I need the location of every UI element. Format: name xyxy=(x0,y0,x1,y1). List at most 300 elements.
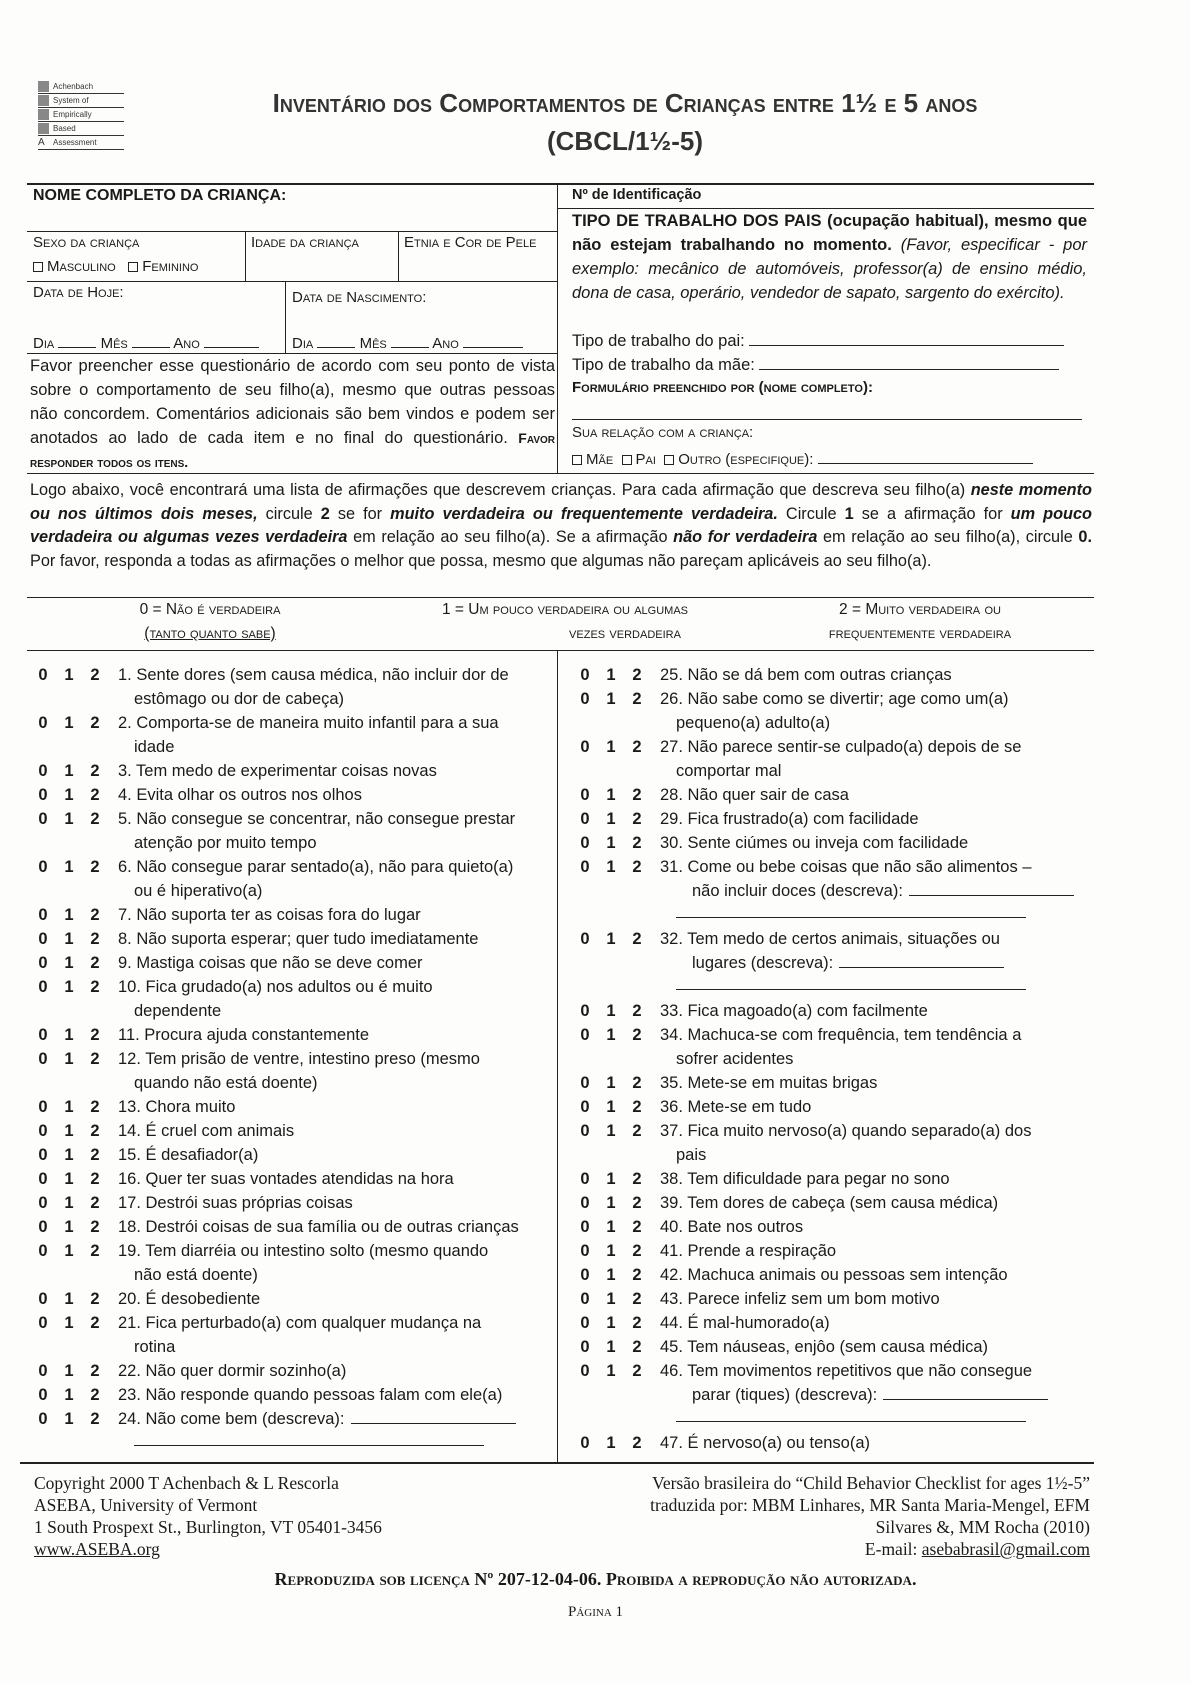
list-item xyxy=(30,1119,545,1143)
describe-input-line[interactable] xyxy=(676,1407,1026,1422)
option-2[interactable]: 2 xyxy=(90,1122,100,1140)
option-0[interactable]: 0 xyxy=(580,1242,590,1260)
option-1[interactable]: 1 xyxy=(606,810,616,828)
scale-0 xyxy=(90,598,330,646)
relation-options xyxy=(572,449,1033,468)
option-1[interactable]: 1 xyxy=(606,1002,616,1020)
response-options xyxy=(30,1191,118,1215)
response-options xyxy=(30,783,118,807)
option-1[interactable]: 1 xyxy=(64,1122,74,1140)
option-1[interactable]: 1 xyxy=(606,1026,616,1044)
option-1[interactable]: 1 xyxy=(606,1098,616,1116)
option-0[interactable]: 0 xyxy=(38,1218,48,1236)
item-text: 1. Sente dores (sem causa médica, não incluir dor de xyxy=(118,666,509,684)
list-item xyxy=(572,1287,1092,1311)
option-0[interactable]: 0 xyxy=(580,930,590,948)
list-item xyxy=(572,783,1092,807)
option-1[interactable]: 1 xyxy=(606,1266,616,1284)
item-line xyxy=(572,831,1092,855)
option-2[interactable]: 2 xyxy=(632,930,642,948)
item-text: 22. Não quer dormir sozinho(a) xyxy=(118,1362,347,1380)
option-2[interactable]: 2 xyxy=(90,714,100,732)
item-line xyxy=(30,759,545,783)
option-1[interactable]: 1 xyxy=(64,1098,74,1116)
item-text-continued: ou é hiperativo(a) xyxy=(134,882,263,900)
item-line xyxy=(572,1143,1092,1167)
aseba-link[interactable]: www.ASEBA.org xyxy=(34,1539,160,1559)
option-2[interactable]: 2 xyxy=(632,1362,642,1380)
option-1[interactable]: 1 xyxy=(606,690,616,708)
spacer xyxy=(572,1047,660,1071)
column-divider xyxy=(557,650,558,1462)
option-0[interactable]: 0 xyxy=(580,1026,590,1044)
option-2[interactable]: 2 xyxy=(90,1098,100,1116)
list-item xyxy=(30,903,545,927)
option-0[interactable]: 0 xyxy=(38,1146,48,1164)
option-0[interactable]: 0 xyxy=(580,858,590,876)
option-1[interactable]: 1 xyxy=(64,1026,74,1044)
spacer xyxy=(572,1407,660,1431)
item-text: 31. Come ou bebe coisas que não são alimentos – xyxy=(660,858,1032,876)
option-2[interactable]: 2 xyxy=(90,762,100,780)
option-1[interactable]: 1 xyxy=(606,1242,616,1260)
option-1[interactable]: 1 xyxy=(64,978,74,996)
list-item xyxy=(30,1095,545,1119)
option-1[interactable]: 1 xyxy=(606,1194,616,1212)
scale-0-note: (tanto quanto sabe) xyxy=(144,625,276,642)
intro-text: Circule xyxy=(777,504,845,523)
option-0[interactable]: 0 xyxy=(580,666,590,684)
item-text: 37. Fica muito nervoso(a) quando separado(a) dos xyxy=(660,1122,1032,1140)
option-2[interactable]: 2 xyxy=(632,1002,642,1020)
spacer xyxy=(572,711,660,735)
option-2[interactable]: 2 xyxy=(632,1026,642,1044)
option-1[interactable]: 1 xyxy=(606,834,616,852)
option-1[interactable]: 1 xyxy=(64,666,74,684)
describe-input[interactable] xyxy=(839,953,1004,968)
response-options xyxy=(30,927,118,951)
item-line xyxy=(572,1023,1092,1047)
option-2[interactable]: 2 xyxy=(90,930,100,948)
option-1[interactable]: 1 xyxy=(606,1362,616,1380)
item-line xyxy=(30,1335,545,1359)
option-1[interactable]: 1 xyxy=(64,762,74,780)
option-0[interactable]: 0 xyxy=(38,1050,48,1068)
item-line xyxy=(30,807,545,831)
list-item xyxy=(30,783,545,807)
item-text-continued: atenção por muito tempo xyxy=(134,834,317,852)
describe-input[interactable] xyxy=(883,1385,1048,1400)
option-2[interactable]: 2 xyxy=(632,1170,642,1188)
option-0[interactable]: 0 xyxy=(580,1002,590,1020)
option-1[interactable]: 1 xyxy=(64,1170,74,1188)
item-line xyxy=(30,1359,545,1383)
option-2[interactable]: 2 xyxy=(90,1050,100,1068)
response-options xyxy=(30,1359,118,1383)
item-line xyxy=(572,687,1092,711)
option-0[interactable]: 0 xyxy=(38,1098,48,1116)
response-options xyxy=(572,1359,660,1383)
option-2[interactable]: 2 xyxy=(632,786,642,804)
item-text: 39. Tem dores de cabeça (sem causa médica) xyxy=(660,1194,999,1212)
option-1[interactable]: 1 xyxy=(606,786,616,804)
option-1[interactable]: 1 xyxy=(64,858,74,876)
item-text-continued: parar (tiques) (descreva): xyxy=(692,1386,878,1404)
item-text-continued: pais xyxy=(676,1146,707,1164)
option-2[interactable]: 2 xyxy=(90,978,100,996)
male-checkbox[interactable] xyxy=(33,258,116,275)
today-date-label: Data de Hoje: xyxy=(33,284,124,301)
option-1[interactable]: 1 xyxy=(606,930,616,948)
describe-input-line[interactable] xyxy=(134,1431,484,1446)
item-text-continued: rotina xyxy=(134,1338,176,1356)
option-2[interactable]: 2 xyxy=(90,1146,100,1164)
divider xyxy=(557,183,558,473)
list-item xyxy=(572,927,1092,999)
logo-text: Based xyxy=(53,124,76,133)
logo-text: Assessment xyxy=(53,138,97,147)
item-line xyxy=(572,1047,1092,1071)
item-line xyxy=(572,879,1092,903)
month-label: Mês xyxy=(100,335,128,352)
option-1[interactable]: 1 xyxy=(64,954,74,972)
option-2[interactable]: 2 xyxy=(632,690,642,708)
option-2[interactable]: 2 xyxy=(90,1242,100,1260)
response-options xyxy=(572,1311,660,1335)
response-options xyxy=(30,1215,118,1239)
option-0[interactable]: 0 xyxy=(580,1314,590,1332)
response-options xyxy=(572,1239,660,1263)
option-2[interactable]: 2 xyxy=(90,1410,100,1428)
filled-by-input[interactable] xyxy=(572,419,1082,420)
option-0[interactable]: 0 xyxy=(38,1122,48,1140)
day-label: Dia xyxy=(292,335,314,352)
option-1[interactable]: 1 xyxy=(64,1242,74,1260)
option-0[interactable]: 0 xyxy=(580,786,590,804)
option-0[interactable]: 0 xyxy=(38,1170,48,1188)
spacer xyxy=(30,879,118,903)
option-1[interactable]: 1 xyxy=(64,1314,74,1332)
option-1[interactable]: 1 xyxy=(64,1410,74,1428)
option-2[interactable]: 2 xyxy=(90,1362,100,1380)
list-item xyxy=(30,1215,545,1239)
option-0[interactable]: 0 xyxy=(38,762,48,780)
scale-2-note: frequentemente verdadeira xyxy=(828,625,1012,642)
list-item xyxy=(30,663,545,711)
option-1[interactable]: 1 xyxy=(64,810,74,828)
logo-text: System of xyxy=(53,96,89,105)
intro-text: se a afirmação for xyxy=(853,504,1011,523)
list-item xyxy=(30,1311,545,1359)
option-2[interactable]: 2 xyxy=(632,834,642,852)
response-options xyxy=(30,1407,118,1431)
item-text: 42. Machuca animais ou pessoas sem intenção xyxy=(660,1266,1008,1284)
option-2[interactable]: 2 xyxy=(90,954,100,972)
copyright-line: Copyright 2000 T Achenbach & L Rescorla xyxy=(34,1473,339,1493)
option-1[interactable]: 1 xyxy=(606,1074,616,1092)
item-text: 19. Tem diarréia ou intestino solto (mesmo quando xyxy=(118,1242,489,1260)
option-1[interactable]: 1 xyxy=(64,1218,74,1236)
item-line xyxy=(572,1431,1092,1455)
option-0[interactable]: 0 xyxy=(580,1362,590,1380)
email-link[interactable]: asebabrasil@gmail.com xyxy=(921,1539,1090,1559)
option-2[interactable]: 2 xyxy=(90,810,100,828)
option-0[interactable]: 0 xyxy=(38,714,48,732)
option-0[interactable]: 0 xyxy=(38,954,48,972)
option-1[interactable]: 1 xyxy=(64,1194,74,1212)
item-line xyxy=(30,1143,545,1167)
option-0[interactable]: 0 xyxy=(580,1338,590,1356)
response-options xyxy=(30,1047,118,1071)
copyright-line: 1 South Prospext St., Burlington, VT 05401-3456 xyxy=(34,1517,382,1537)
list-item xyxy=(30,1167,545,1191)
option-0[interactable]: 0 xyxy=(580,834,590,852)
item-text-continued: lugares (descreva): xyxy=(692,954,834,972)
list-item xyxy=(572,1359,1092,1431)
item-line xyxy=(572,1383,1092,1407)
intro-instructions xyxy=(30,479,1092,573)
item-line xyxy=(30,903,545,927)
option-2[interactable]: 2 xyxy=(632,1338,642,1356)
mother-label: Mãe xyxy=(586,451,614,468)
option-0[interactable]: 0 xyxy=(38,1290,48,1308)
response-options xyxy=(572,1335,660,1359)
option-2[interactable]: 2 xyxy=(90,1314,100,1332)
option-0[interactable]: 0 xyxy=(38,978,48,996)
item-line xyxy=(572,951,1092,975)
option-1[interactable]: 1 xyxy=(606,738,616,756)
spacer xyxy=(30,999,118,1023)
item-text: 43. Parece infeliz sem um bom motivo xyxy=(660,1290,940,1308)
day-label: Dia xyxy=(33,335,55,352)
mother-work-field[interactable] xyxy=(572,353,1087,377)
option-2[interactable]: 2 xyxy=(632,1290,642,1308)
item-line xyxy=(30,1095,545,1119)
divider xyxy=(285,281,286,353)
option-1[interactable]: 1 xyxy=(64,1386,74,1404)
option-1[interactable]: 1 xyxy=(606,1122,616,1140)
option-1[interactable]: 1 xyxy=(606,1218,616,1236)
item-line xyxy=(572,1215,1092,1239)
item-text-continued: quando não está doente) xyxy=(134,1074,318,1092)
option-2[interactable]: 2 xyxy=(632,738,642,756)
option-0[interactable]: 0 xyxy=(580,738,590,756)
option-1[interactable]: 1 xyxy=(64,786,74,804)
option-0[interactable]: 0 xyxy=(38,1194,48,1212)
option-0[interactable]: 0 xyxy=(38,930,48,948)
option-1[interactable]: 1 xyxy=(606,1290,616,1308)
option-1[interactable]: 1 xyxy=(606,1434,616,1452)
scale-0-label: 0 = Não é verdadeira xyxy=(139,601,281,618)
list-item xyxy=(572,1263,1092,1287)
item-line xyxy=(30,927,545,951)
item-line xyxy=(30,1167,545,1191)
option-0[interactable]: 0 xyxy=(580,1122,590,1140)
option-2[interactable]: 2 xyxy=(632,1434,642,1452)
item-text: 6. Não consegue parar sentado(a), não para quieto(a) xyxy=(118,858,514,876)
option-1[interactable]: 1 xyxy=(606,666,616,684)
response-options xyxy=(572,927,660,951)
describe-wrap xyxy=(660,951,1092,975)
male-label: Masculino xyxy=(47,258,116,275)
option-0[interactable]: 0 xyxy=(580,1266,590,1284)
response-options xyxy=(572,831,660,855)
spacer xyxy=(572,879,660,903)
option-2[interactable]: 2 xyxy=(90,1386,100,1404)
option-2[interactable]: 2 xyxy=(90,906,100,924)
item-text-continued: comportar mal xyxy=(676,762,782,780)
list-item xyxy=(572,855,1092,927)
intro-emphasis: não for verdadeira xyxy=(673,528,818,546)
other-checkbox[interactable] xyxy=(664,451,813,468)
list-item xyxy=(30,927,545,951)
year-label: Ano xyxy=(432,335,459,352)
response-options xyxy=(572,1119,660,1143)
option-2[interactable]: 2 xyxy=(632,1122,642,1140)
item-text: 8. Não suporta esperar; quer tudo imediatamente xyxy=(118,930,479,948)
describe-input[interactable] xyxy=(909,881,1074,896)
license-notice: Reproduzida sob licença Nº 207-12-04-06. Proibida a reprodução não autorizada. xyxy=(274,1569,917,1589)
birth-date-fields[interactable] xyxy=(292,333,523,352)
item-line xyxy=(30,1239,545,1263)
option-0[interactable]: 0 xyxy=(580,1194,590,1212)
option-2[interactable]: 2 xyxy=(632,1098,642,1116)
option-1[interactable]: 1 xyxy=(64,1050,74,1068)
describe-input[interactable] xyxy=(351,1409,516,1424)
ethnicity-label: Etnia e Cor de Pele xyxy=(404,234,537,251)
option-0[interactable]: 0 xyxy=(38,786,48,804)
option-0[interactable]: 0 xyxy=(38,1242,48,1260)
month-label: Mês xyxy=(359,335,387,352)
describe-input-line[interactable] xyxy=(676,903,1026,918)
option-2[interactable]: 2 xyxy=(90,1218,100,1236)
option-2[interactable]: 2 xyxy=(90,1026,100,1044)
other-label: Outro (especifique): xyxy=(678,451,814,468)
option-0[interactable]: 0 xyxy=(580,810,590,828)
list-item xyxy=(30,1191,545,1215)
response-options xyxy=(572,1191,660,1215)
list-item xyxy=(572,1239,1092,1263)
list-item xyxy=(572,1191,1092,1215)
father-label: Pai xyxy=(635,451,656,468)
option-1[interactable]: 1 xyxy=(606,1170,616,1188)
option-0[interactable]: 0 xyxy=(38,1026,48,1044)
list-item xyxy=(30,975,545,1023)
option-1[interactable]: 1 xyxy=(64,714,74,732)
option-2[interactable]: 2 xyxy=(90,786,100,804)
spacer xyxy=(30,1263,118,1287)
item-text: 47. É nervoso(a) ou tenso(a) xyxy=(660,1434,871,1452)
option-2[interactable]: 2 xyxy=(90,1290,100,1308)
option-0[interactable]: 0 xyxy=(38,1410,48,1428)
list-item xyxy=(30,711,545,759)
list-item xyxy=(572,1311,1092,1335)
option-0[interactable]: 0 xyxy=(38,810,48,828)
option-1[interactable]: 1 xyxy=(64,1362,74,1380)
option-2[interactable]: 2 xyxy=(632,858,642,876)
option-1[interactable]: 1 xyxy=(64,1290,74,1308)
option-2[interactable]: 2 xyxy=(90,858,100,876)
option-2[interactable]: 2 xyxy=(632,810,642,828)
response-options xyxy=(30,1095,118,1119)
option-0[interactable]: 0 xyxy=(580,1218,590,1236)
today-date-fields[interactable] xyxy=(33,333,259,352)
option-2[interactable]: 2 xyxy=(90,1170,100,1188)
option-2[interactable]: 2 xyxy=(632,1266,642,1284)
item-line xyxy=(30,999,545,1023)
item-line xyxy=(30,711,545,735)
option-2[interactable]: 2 xyxy=(90,1194,100,1212)
copyright-block xyxy=(34,1472,382,1560)
response-options xyxy=(30,975,118,999)
item-text: 23. Não responde quando pessoas falam com ele(a) xyxy=(118,1386,503,1404)
option-2[interactable]: 2 xyxy=(632,1218,642,1236)
item-text: 11. Procura ajuda constantemente xyxy=(118,1026,370,1044)
option-2[interactable]: 2 xyxy=(632,1194,642,1212)
option-0[interactable]: 0 xyxy=(580,1434,590,1452)
female-checkbox[interactable] xyxy=(128,258,198,275)
option-0[interactable]: 0 xyxy=(38,858,48,876)
option-0[interactable]: 0 xyxy=(580,1098,590,1116)
divider xyxy=(27,183,1094,185)
work-bold: TIPO DE TRABALHO DOS PAIS (ocupação habitual), mesmo que não estejam trabalhando no momento. xyxy=(572,212,1087,254)
list-item xyxy=(30,1239,545,1287)
option-0[interactable]: 0 xyxy=(580,690,590,708)
list-item xyxy=(572,1431,1092,1455)
option-2[interactable]: 2 xyxy=(632,1314,642,1332)
item-line xyxy=(30,687,545,711)
item-text: 34. Machuca-se com frequência, tem tendência a xyxy=(660,1026,1022,1044)
list-item xyxy=(572,1071,1092,1095)
father-work-field[interactable] xyxy=(572,329,1087,353)
option-1[interactable]: 1 xyxy=(64,906,74,924)
divider xyxy=(27,231,557,232)
item-line xyxy=(30,1407,545,1431)
option-1[interactable]: 1 xyxy=(64,930,74,948)
list-item xyxy=(572,999,1092,1023)
option-2[interactable]: 2 xyxy=(632,1074,642,1092)
scale-1 xyxy=(380,598,750,646)
item-line xyxy=(30,1311,545,1335)
response-options xyxy=(30,1239,118,1263)
option-1[interactable]: 1 xyxy=(606,858,616,876)
option-0[interactable]: 0 xyxy=(38,1314,48,1332)
item-text-continued: dependente xyxy=(134,1002,222,1020)
mother-checkbox[interactable] xyxy=(572,451,613,468)
response-options xyxy=(572,1215,660,1239)
option-0[interactable]: 0 xyxy=(580,1290,590,1308)
father-checkbox[interactable] xyxy=(622,451,656,468)
describe-input-line[interactable] xyxy=(676,975,1026,990)
item-line xyxy=(30,951,545,975)
option-2[interactable]: 2 xyxy=(632,666,642,684)
option-0[interactable]: 0 xyxy=(38,666,48,684)
option-0[interactable]: 0 xyxy=(38,1386,48,1404)
item-line xyxy=(572,1287,1092,1311)
option-0[interactable]: 0 xyxy=(38,906,48,924)
option-1[interactable]: 1 xyxy=(606,1314,616,1332)
option-1[interactable]: 1 xyxy=(606,1338,616,1356)
option-0[interactable]: 0 xyxy=(580,1074,590,1092)
item-line xyxy=(572,855,1092,879)
spacer xyxy=(572,1143,660,1167)
item-text: 20. É desobediente xyxy=(118,1290,261,1308)
option-2[interactable]: 2 xyxy=(632,1242,642,1260)
option-2[interactable]: 2 xyxy=(90,666,100,684)
option-0[interactable]: 0 xyxy=(580,1170,590,1188)
option-1[interactable]: 1 xyxy=(64,1146,74,1164)
option-0[interactable]: 0 xyxy=(38,1362,48,1380)
